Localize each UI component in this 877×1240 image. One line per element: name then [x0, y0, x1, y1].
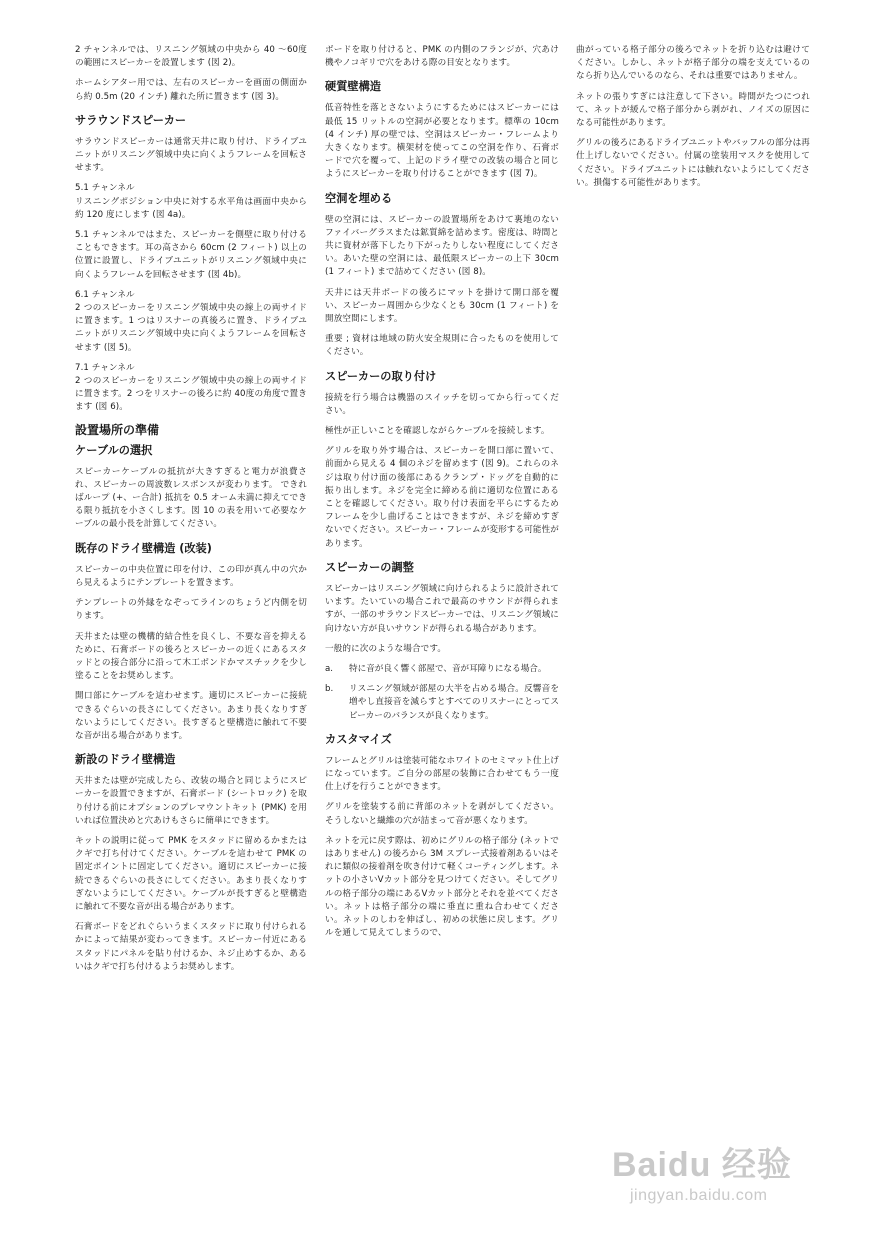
section-heading-solid-wall: 硬質壁構造	[325, 80, 381, 94]
channel-label-7-1: 7.1 チャンネル	[75, 362, 135, 373]
section-heading-existing-drywall: 既存のドライ壁構造 (改装)	[75, 541, 212, 555]
list-marker: a.	[325, 663, 333, 674]
paragraph: 2 つのスピーカーをリスニング領域中央の線上の両サイドに置きます。2 つをリスナーの後ろに約 40度の角度で置きます (図 6)。	[75, 376, 307, 413]
list-marker: b.	[325, 684, 334, 695]
paragraph: リスニングポジション中央に対する水平角は画面中央から約 120 度にします (図 4a)。	[75, 196, 307, 220]
column-right	[576, 44, 810, 197]
channel-label-5-1: 5.1 チャンネル	[75, 183, 135, 194]
paragraph: 一般的に次のような場合です。	[325, 643, 447, 654]
paragraph: 天井には天井ボードの後ろにマットを掛けて開口部を覆い、スピーカー周囲から少なくとも 30cm (1 フィート) を開放空間にします。	[325, 287, 559, 325]
column-middle	[325, 44, 559, 947]
paragraph: 重要 ; 資材は地域の防火安全規則に合ったものを使用してください。	[325, 334, 559, 358]
section-heading-cable: ケーブルの選択	[75, 443, 153, 457]
paragraph: ネットの張りすぎには注意して下さい。時間がたつにつれて、ネットが緩んで格子部分から剥がれ、ノイズの原因になる可能性があります。	[576, 91, 810, 129]
watermark-url: jingyan.baidu.com	[630, 1187, 768, 1204]
section-heading-new-drywall: 新設のドライ壁構造	[75, 753, 176, 767]
paragraph: スピーカーはリスニング領域に向けられるように設計されています。たいていの場合これで最高のサウンドが得られますが、一部のサラウンドスピーカーでは、リスニング領域に向けない方が良いサウンドが得られる場合があります。	[325, 583, 559, 634]
paragraph: グリルを取り外す場合は、スピーカーを開口部に置いて、前面から見える 4 個のネジを留めます (図 9)。これらのネジは取り付け面の後部にあるクランプ・ドッグを自動的に振り出します。ネジを完全に締める前に適切な位置にあることを確認してください。取り付け表面を平らにするためフレームを少し曲げることはできますが、ネジを締めすぎないでください。スピーカー・フレームが変形する可能性があります。	[325, 446, 559, 549]
column-left	[75, 44, 307, 981]
paragraph: 天井または壁の機構的結合性を良くし、不要な音を抑えるために、石膏ボードの後ろとスピーカーの近くにあるスタッドとの接合部分に沿って木工ボンドかマスチックを少し塗ることをお奨めします。	[75, 631, 307, 682]
paragraph: フレームとグリルは塗装可能なホワイトのセミマット仕上げになっています。ご自分の部屋の装飾に合わせてもう一度仕上げを行うことができます。	[325, 755, 559, 793]
section-heading-customize: カスタマイズ	[325, 732, 392, 746]
paragraph: 開口部にケーブルを這わせます。適切にスピーカーに接続できるぐらいの長さにしてください。あまり長くなりすぎないようにしてください。長すぎると壁構造に触れて不要な音が出る場合があります。	[75, 691, 307, 741]
paragraph: 天井または壁が完成したら、改装の場合と同じようにスピーカーを設置できますが、石膏ボード (シートロック) を取り付ける前にオプションのプレマウントキット (PMK) を用いれば位置決めと穴あけもさらに簡単にできます。	[75, 776, 307, 826]
section-heading-adjustment: スピーカーの調整	[325, 560, 414, 574]
paragraph: 壁の空洞には、スピーカーの設置場所をあけて裏地のないファイバーグラスまたは鉱質綿を詰めます。密度は、時間と共に資材が落下したり下がったりしない程度にしてください。あいた壁の空洞には、最低限スピーカーの上下 30cm (1 フィート) まで詰めてください (図 8)。	[325, 214, 559, 278]
list-item-text: リスニング領域が部屋の大半を占める場合。反響音を増やし直接音を減らすとすべてのリスナーにとってスピーカーのバランスが良くなります。	[349, 684, 559, 721]
paragraph: キットの説明に従って PMK をスタッドに留めるかまたはクギで打ち付けてください。ケーブルを這わせて PMK の固定ポイントに固定してください。適切にスピーカーに接続できるぐらいの長さにしてください。あまり長くなりすぎないようにしてください。ケーブルが長すぎると壁構造に触れて不要な音が出る場合があります。	[75, 835, 307, 912]
paragraph: 2 つのスピーカーをリスニング領域中央の線上の両サイドに置きます。1 つはリスナーの真後ろに置き、ドライブユニットがリスニング領域中央に向くようフレームを回転させます (図 5)。	[75, 303, 307, 353]
section-heading-preparation: 設置場所の準備	[75, 422, 160, 437]
paragraph: グリルを塗装する前に背部のネットを剥がしてください。そうしないと繊維の穴が詰まって音が悪くなります。	[325, 802, 559, 826]
paragraph: 極性が正しいことを確認しながらケーブルを接続します。	[325, 426, 550, 437]
section-heading-fill-cavity: 空洞を埋める	[325, 191, 393, 205]
watermark-logo: Baidu 经验	[612, 1146, 792, 1184]
list-item	[325, 663, 559, 676]
list-item	[325, 683, 559, 723]
paragraph: スピーカーの中央位置に印を付け、この印が真ん中の穴から見えるようにテンプレートを置きます。	[75, 564, 307, 588]
paragraph: ボードを取り付けると、PMK の内側のフランジが、穴あけ機やノコギリで穴をあける際の目安となります。	[325, 45, 559, 69]
paragraph: 5.1 チャンネルではまた、スピーカーを側壁に取り付けることもできます。耳の高さから 60cm (2 フィート) 以上の位置に設置し、ドライブユニットがリスニング領域中央に向くようフレームを回転させます (図 4b)。	[75, 230, 307, 280]
paragraph: スピーカーケーブルの抵抗が大きすぎると電力が浪費され、スピーカーの周波数レスポンスが変わります。 できればループ (+、ー合計) 抵抗を 0.5 オーム未満に抑えてできる限り抵抗を小さくします。図 10 の表を用いて必要なケーブルの最小長を計算してください。	[75, 466, 307, 530]
paragraph: テンプレートの外縁をなぞってラインのちょうど内側を切ります。	[75, 598, 307, 622]
paragraph: ネットを元に戻す際は、初めにグリルの格子部分 (ネットではありません) の後ろから 3M スプレー式接着剤あるいはそれに類似の接着剤を吹き付けて軽くコーティングします。ネットの小さいVカット部分を見つけてください。そしてグリルの格子部分の端にあるVカット部分とそれを並べてください。ネットは格子部分の端に垂直に重ね合わせてください。ネットのしわを伸ばし、初めの状態に戻します。グリルを通して見えてしまうので、	[325, 835, 559, 939]
paragraph: グリルの後ろにあるドライブユニットやバッフルの部分は再仕上げしないでください。付属の塗装用マスクを使用してください。ドライブユニットには触れないようにしてください。損傷する可能性があります。	[576, 138, 810, 188]
list-item-text: 特に音が良く響く部屋で、音が耳障りになる場合。	[349, 663, 547, 674]
paragraph: 低音特性を落とさないようにするためにはスピーカーには最低 15 リットルの空洞が必要となります。標準の 10cm (4 インチ) 厚の壁では、空洞はスピーカー・フレームより大きくなります。横架材を使ってこの空洞を作り、石膏ボードで穴を覆って、上記のドライ壁での改装の場合と同じようにスピーカーを取り付けることができます (図 7)。	[325, 103, 559, 180]
paragraph: ホームシアター用では、左右のスピーカーを画面の側面から約 0.5m (20 インチ) 離れた所に置きます (図 3)。	[75, 78, 307, 102]
paragraph: 石膏ボードをどれぐらいうまくスタッドに取り付けられるかによって結果が変わってきます。スピーカー付近にあるスタッドにパネルを貼り付けるか、ネジ止めするか、あるいはクギで打ち付けるようお奨めします。	[75, 922, 307, 972]
section-heading-surround: サラウンドスピーカー	[75, 113, 187, 127]
baidu-watermark	[612, 1127, 872, 1227]
channel-label-6-1: 6.1 チャンネル	[75, 289, 135, 300]
paragraph: 接続を行う場合は機器のスイッチを切ってから行ってください。	[325, 392, 559, 416]
paragraph: サラウンドスピーカーは通常天井に取り付け、ドライブユニットがリスニング領域中央に向くようフレームを回転させます。	[75, 136, 307, 174]
paragraph: 曲がっている格子部分の後ろでネットを折り込むは避けてください。しかし、ネットが格子部分の端を支えているのなら折り込んでいるのなら、それは重要ではありません。	[576, 45, 810, 82]
section-heading-mounting: スピーカーの取り付け	[325, 369, 437, 383]
paragraph: 2 チャンネルでは、リスニング領域の中央から 40 〜60度の範囲にスピーカーを設置します (図 2)。	[75, 45, 307, 69]
